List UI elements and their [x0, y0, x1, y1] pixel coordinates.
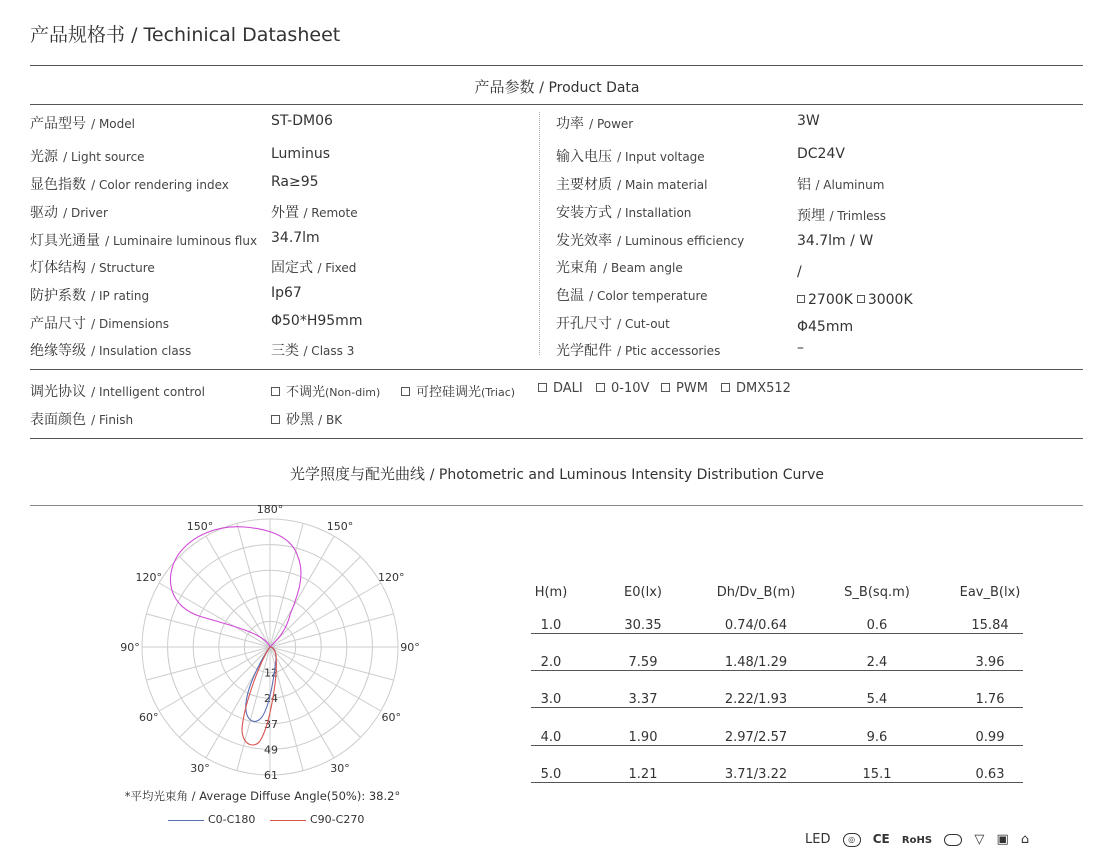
polar-grid-spoke [270, 647, 394, 680]
spec-value-main: Luminus [271, 146, 330, 162]
spec-value [271, 146, 330, 162]
spec-value-en: / Aluminum [815, 178, 885, 192]
spec-label-zh: 安装方式 [556, 205, 612, 221]
spec-label-en: / Beam angle [603, 261, 683, 275]
spec-value-main: – [797, 340, 804, 356]
control-option[interactable] [401, 381, 515, 400]
led-mark: LED [805, 832, 831, 847]
polar-radial-label: 49 [264, 743, 278, 757]
cct-option: 3000K [867, 292, 913, 308]
polar-angle-label: 180° [256, 505, 284, 516]
table-cell: 3.96 [975, 655, 1005, 670]
finish-label [30, 409, 133, 429]
spec-value [271, 202, 358, 222]
spec-label [556, 285, 708, 305]
spec-value-main: 预埋 [797, 208, 825, 224]
table-header: E0(lx) [624, 585, 662, 600]
spec-label [30, 257, 155, 277]
control-label-en: / Intelligent control [91, 385, 205, 399]
polar-grid-spoke [270, 583, 381, 647]
spec-label-en: / Power [589, 117, 634, 131]
control-option[interactable] [271, 381, 380, 400]
spec-label-en: / IP rating [91, 289, 150, 303]
average-angle-note: *平均光束角 / Average Diffuse Angle(50%): 38.2° [124, 789, 401, 803]
checkbox-icon[interactable] [271, 415, 280, 424]
spec-label [556, 146, 705, 166]
spec-value-main: 外置 [271, 205, 299, 221]
table-cell: 1.48/1.29 [724, 655, 788, 670]
photometric-title-zh: 光学照度与配光曲线 [289, 465, 425, 483]
table-cell: 2.97/2.57 [724, 730, 788, 745]
spec-value [797, 205, 886, 225]
control-option[interactable] [661, 381, 708, 396]
spec-value-main: / [797, 264, 802, 280]
spec-label-en: / Structure [91, 261, 155, 275]
control-option[interactable] [538, 381, 583, 396]
spec-value-main: Ip67 [271, 285, 302, 301]
spec-label-zh: 色温 [556, 288, 584, 304]
checkbox-icon[interactable] [797, 295, 805, 303]
product-data-title-en: / Product Data [539, 80, 640, 96]
spec-value [797, 113, 820, 129]
house-mark-icon: ⌂ [1020, 832, 1030, 847]
spec-label-en: / Dimensions [91, 317, 169, 331]
polar-grid-spoke [270, 647, 381, 711]
checkbox-icon[interactable] [596, 383, 605, 392]
table-header: H(m) [534, 585, 568, 600]
polar-grid-spoke [206, 536, 270, 647]
photometric-title [0, 463, 1114, 484]
polar-grid-spoke [179, 556, 270, 647]
polar-angle-label: 150° [186, 519, 214, 533]
spec-label-zh: 光束角 [556, 260, 598, 276]
legend-c90-c270 [270, 813, 364, 826]
spec-value [271, 230, 320, 246]
spec-label [556, 174, 708, 194]
divider [30, 369, 1083, 370]
polar-angle-label: 30° [330, 762, 350, 776]
spec-value [271, 340, 354, 360]
table-cell: 3.0 [540, 692, 562, 707]
spec-label-en: / Color rendering index [91, 178, 229, 192]
spec-value [797, 174, 884, 194]
polar-angle-label: 150° [326, 519, 354, 533]
spec-label-zh: 防护系数 [30, 288, 86, 304]
cct-option: 2700K [808, 292, 853, 308]
spec-label-zh: 产品型号 [30, 116, 86, 132]
table-cell: 2.4 [866, 655, 888, 670]
spec-value [797, 146, 845, 162]
table-row-divider [531, 745, 1023, 746]
spec-label-zh: 绝缘等级 [30, 343, 86, 359]
checkbox-icon[interactable] [401, 387, 410, 396]
cqc-mark-icon [944, 834, 962, 846]
table-header: Dh/Dv_B(m) [716, 585, 796, 600]
spec-value-main: 固定式 [271, 260, 313, 276]
table-cell: 4.0 [540, 730, 562, 745]
triangle-mark-icon: ▽ [974, 832, 985, 847]
spec-label-zh: 灯具光通量 [30, 233, 100, 249]
spec-value-main: DC24V [797, 146, 845, 162]
table-cell: 2.22/1.93 [724, 692, 788, 707]
checkbox-icon[interactable] [538, 383, 547, 392]
polar-angle-label: 120° [377, 571, 405, 584]
table-cell: 0.6 [866, 618, 888, 633]
control-option[interactable] [596, 381, 649, 396]
photometric-title-en: / Photometric and Luminous Intensity Distribution Curve [429, 467, 825, 483]
table-cell: 2.0 [540, 655, 562, 670]
spec-label [30, 313, 169, 333]
control-option-en: 0-10V [611, 381, 650, 396]
spec-label-zh: 输入电压 [556, 149, 612, 165]
table-row-divider [531, 707, 1023, 708]
spec-label [30, 230, 257, 250]
control-option-en: DMX512 [736, 381, 791, 396]
spec-label [30, 113, 135, 133]
spec-label-en: / Model [91, 117, 135, 131]
spec-value-en: / Remote [303, 206, 358, 220]
divider [30, 65, 1083, 66]
polar-angle-label: 90° [120, 641, 140, 654]
control-option-en: DALI [553, 381, 583, 396]
polar-grid-spoke [146, 647, 270, 680]
spec-label-zh: 驱动 [30, 205, 58, 221]
spec-value-main: 铝 [797, 177, 811, 193]
checkbox-icon[interactable] [271, 387, 280, 396]
spec-label [30, 146, 145, 166]
spec-label-zh: 灯体结构 [30, 260, 86, 276]
double-insulation-icon: ▣ [996, 832, 1009, 847]
polar-angle-label: 60° [381, 711, 401, 724]
spec-value-en: / Trimless [829, 209, 887, 223]
table-cell: 5.0 [540, 767, 562, 782]
spec-value [797, 319, 853, 335]
table-cell: 0.99 [975, 730, 1005, 745]
spec-value [271, 113, 333, 129]
spec-label [30, 340, 191, 360]
polar-grid-spoke [270, 556, 361, 647]
finish-label-zh: 表面颜色 [30, 412, 86, 428]
spec-label-zh: 产品尺寸 [30, 316, 86, 332]
page-title-en: / Techinical Datasheet [131, 24, 341, 46]
spec-value-main: ST-DM06 [271, 113, 333, 129]
spec-label-zh: 功率 [556, 116, 584, 132]
table-cell: 9.6 [866, 730, 888, 745]
spec-value-main: Φ50*H95mm [271, 313, 363, 329]
table-cell: 3.37 [628, 692, 658, 707]
table-cell: 1.76 [975, 692, 1005, 707]
spec-value-main: Φ45mm [797, 319, 854, 335]
spec-value [271, 257, 356, 277]
control-option-en: (Non-dim) [325, 386, 381, 399]
spec-label-zh: 发光效率 [556, 233, 612, 249]
spec-label-en: / Insulation class [91, 344, 192, 358]
spec-value-main: 3W [797, 113, 820, 129]
legend-label: C90-C270 [310, 813, 365, 826]
spec-label-en: / Light source [63, 150, 145, 164]
control-option-zh: 不调光 [286, 385, 326, 400]
polar-grid-spoke [159, 647, 270, 711]
legend-line-red [270, 820, 306, 821]
polar-grid-spoke [159, 583, 270, 647]
table-cell: 15.1 [862, 767, 892, 782]
spec-label-zh: 光学配件 [556, 343, 612, 359]
finish-value-en: / BK [318, 413, 343, 427]
table-header: Eav_B(lx) [959, 585, 1021, 600]
certification-marks [805, 832, 1037, 847]
polar-angle-label: 120° [135, 571, 163, 584]
spec-label-en: / Luminous efficiency [617, 234, 745, 248]
polar-grid-spoke [270, 536, 334, 647]
rohs-mark-icon: RoHS [901, 835, 933, 846]
spec-label-en: / Ptic accessories [617, 344, 721, 358]
spec-value-en: / Class 3 [303, 344, 355, 358]
polar-angle-label: 30° [190, 762, 210, 776]
spec-value-en: / Fixed [317, 261, 357, 275]
table-header: S_B(sq.m) [844, 585, 910, 600]
control-option-zh: 可控硅调光 [416, 385, 482, 400]
divider [30, 438, 1083, 439]
legend-label: C0-C180 [208, 813, 256, 826]
spec-label-en: / Cut-out [617, 317, 670, 331]
polar-angle-label: 60° [139, 711, 159, 724]
checkbox-icon[interactable] [661, 383, 670, 392]
polar-grid-spoke [270, 523, 303, 647]
polar-grid-spoke [179, 647, 270, 738]
table-row-divider [531, 670, 1023, 671]
polar-radial-label: 37 [264, 717, 278, 731]
spec-value-main: Ra≥95 [271, 174, 319, 190]
spec-value [271, 313, 362, 329]
spec-label [556, 113, 633, 133]
page-title [30, 20, 340, 47]
finish-option[interactable] [271, 409, 342, 429]
spec-value [271, 174, 319, 190]
spec-label-en: / Main material [617, 178, 708, 192]
polar-radial-label: 61 [264, 769, 278, 782]
control-option-en: PWM [676, 381, 708, 396]
table-cell: 15.84 [971, 618, 1009, 633]
spec-label [556, 340, 720, 360]
product-data-title [0, 76, 1114, 97]
table-cell: 3.71/3.22 [724, 767, 788, 782]
control-label [30, 381, 205, 401]
product-data-title-zh: 产品参数 [474, 78, 535, 96]
spec-value [271, 285, 302, 301]
spec-label [556, 230, 744, 250]
table-cell: 1.90 [628, 730, 658, 745]
ce-mark-icon: CE [872, 832, 890, 846]
table-cell: 30.35 [624, 618, 662, 633]
polar-distribution-chart [120, 505, 420, 795]
finish-label-en: / Finish [91, 413, 134, 427]
spec-label-en: / Color temperature [589, 289, 708, 303]
spec-label-zh: 主要材质 [556, 177, 612, 193]
spec-value [797, 233, 873, 249]
spec-label-zh: 显色指数 [30, 177, 86, 193]
control-option[interactable] [721, 381, 791, 396]
polar-radial-label: 12 [264, 666, 278, 680]
spec-value [797, 340, 804, 356]
finish-value-zh: 砂黑 [286, 412, 314, 428]
spec-value-main: 34.7lm [271, 230, 320, 246]
spec-value-main: 34.7lm / W [797, 233, 874, 249]
table-cell: 0.74/0.64 [724, 618, 788, 633]
control-option-en: (Triac) [481, 386, 516, 399]
spec-label [30, 202, 108, 222]
table-cell: 1.0 [540, 618, 562, 633]
column-divider [539, 112, 540, 355]
spec-label-zh: 开孔尺寸 [556, 316, 612, 332]
legend-c0-c180 [168, 813, 255, 826]
table-row-divider [531, 782, 1023, 783]
spec-label-en: / Installation [617, 206, 692, 220]
table-cell: 1.21 [628, 767, 658, 782]
spec-label [556, 257, 683, 277]
table-cell: 5.4 [866, 692, 888, 707]
page-title-zh: 产品规格书 [30, 24, 126, 46]
divider [30, 104, 1083, 105]
polar-grid-spoke [270, 647, 361, 738]
spec-label-zh: 光源 [30, 149, 58, 165]
ccc-mark-icon: ◎ [843, 833, 861, 847]
checkbox-icon[interactable] [857, 295, 865, 303]
spec-label [556, 202, 691, 222]
polar-radial-label: 24 [264, 692, 278, 706]
spec-value [797, 264, 802, 280]
polar-grid-spoke [270, 647, 334, 758]
table-row-divider [531, 633, 1023, 634]
spec-label [30, 285, 149, 305]
spec-label [30, 174, 229, 194]
table-cell: 0.63 [975, 767, 1005, 782]
spec-value-main: 三类 [271, 343, 299, 359]
table-cell: 7.59 [628, 655, 658, 670]
polar-angle-label: 90° [400, 641, 420, 654]
legend-line-blue [168, 820, 204, 821]
checkbox-icon[interactable] [721, 383, 730, 392]
spec-label-en: / Luminaire luminous flux [105, 234, 258, 248]
spec-label [556, 313, 670, 333]
spec-label-en: / Input voltage [617, 150, 705, 164]
spec-label-en: / Driver [63, 206, 108, 220]
spec-value [797, 292, 913, 308]
control-label-zh: 调光协议 [30, 384, 86, 400]
